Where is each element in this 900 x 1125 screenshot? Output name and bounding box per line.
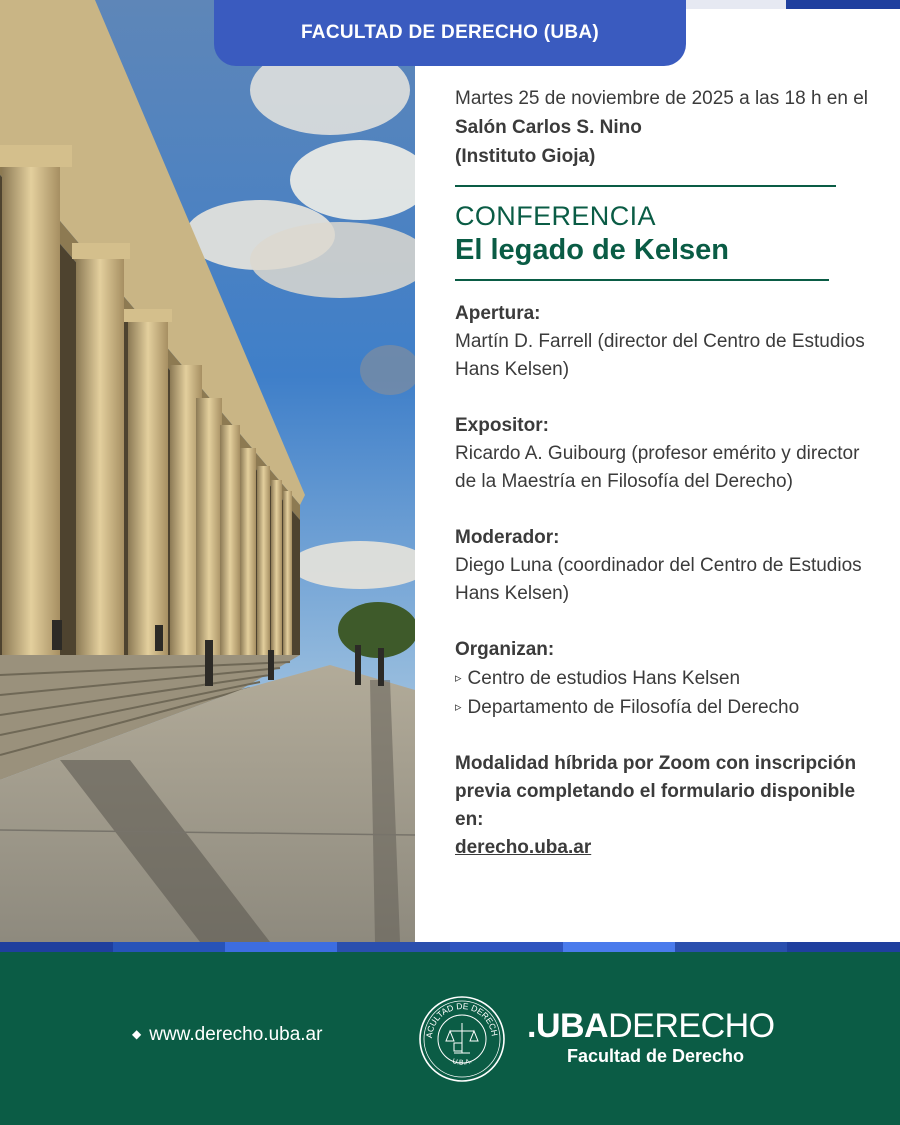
triangle-right-outline-icon: ▹ <box>455 699 462 714</box>
event-date-text: Martes 25 de noviembre de 2025 a las 18 h en el <box>455 88 868 109</box>
header-tab <box>214 0 686 66</box>
seal-text-top: ACULTAD DE DERECH <box>423 1000 500 1039</box>
footer <box>0 952 900 1125</box>
section-body: Diego Luna (coordinador del Centro de Estudios Hans Kelsen) <box>455 555 862 604</box>
seal-text-bottom: U.B.A. <box>451 1058 473 1067</box>
event-venue-detail: (Instituto Gioja) <box>455 146 596 167</box>
registration-link[interactable]: derecho.uba.ar <box>455 837 592 858</box>
event-title: El legado de Kelsen <box>455 234 729 266</box>
uba-derecho-logo <box>527 1008 775 1067</box>
section-body: Ricardo A. Guibourg (profesor emérito y director de la Maestría en Filosofía del Derecho) <box>455 443 860 492</box>
svg-text:FACULTAD DE DERECHO <box>418 995 500 1039</box>
list-item <box>455 693 875 722</box>
section-heading: Organizan: <box>455 639 555 660</box>
footer-stripe <box>0 942 900 952</box>
footer-url[interactable] <box>132 1024 322 1046</box>
diamond-icon: ◆ <box>132 1027 142 1041</box>
brand-subtitle: Facultad de Derecho <box>567 1046 745 1066</box>
section-heading: Apertura: <box>455 303 541 324</box>
brand-uba: .UBA <box>527 1007 609 1045</box>
divider <box>455 279 829 281</box>
event-kind: CONFERENCIA <box>455 201 656 231</box>
divider <box>455 185 836 187</box>
section-expositor <box>455 412 875 496</box>
section-body: Martín D. Farrell (director del Centro de Estudios Hans Kelsen) <box>455 331 865 380</box>
header-title: FACULTAD DE DERECHO (UBA) <box>300 22 600 43</box>
svg-text:U.B.A. <box>451 1058 472 1067</box>
event-details <box>455 84 875 862</box>
section-heading: Expositor: <box>455 415 549 436</box>
list-item-label: Centro de estudios Hans Kelsen <box>467 668 741 689</box>
faculty-seal-logo <box>418 995 506 1088</box>
event-date-venue <box>455 84 875 171</box>
section-organizan <box>455 636 875 722</box>
footer-url-text: www.derecho.uba.ar <box>149 1024 323 1045</box>
list-item <box>455 664 875 693</box>
building-photo <box>0 0 415 942</box>
modality-text: Modalidad híbrida por Zoom con inscripción previa completando el formulario disponible en: <box>455 753 857 830</box>
section-heading: Moderador: <box>455 527 560 548</box>
triangle-right-outline-icon: ▹ <box>455 670 462 685</box>
section-apertura <box>455 300 875 384</box>
event-venue: Salón Carlos S. Nino <box>455 117 642 138</box>
section-moderador <box>455 524 875 608</box>
list-item-label: Departamento de Filosofía del Derecho <box>467 697 800 718</box>
brand-derecho: DERECHO <box>608 1007 775 1045</box>
